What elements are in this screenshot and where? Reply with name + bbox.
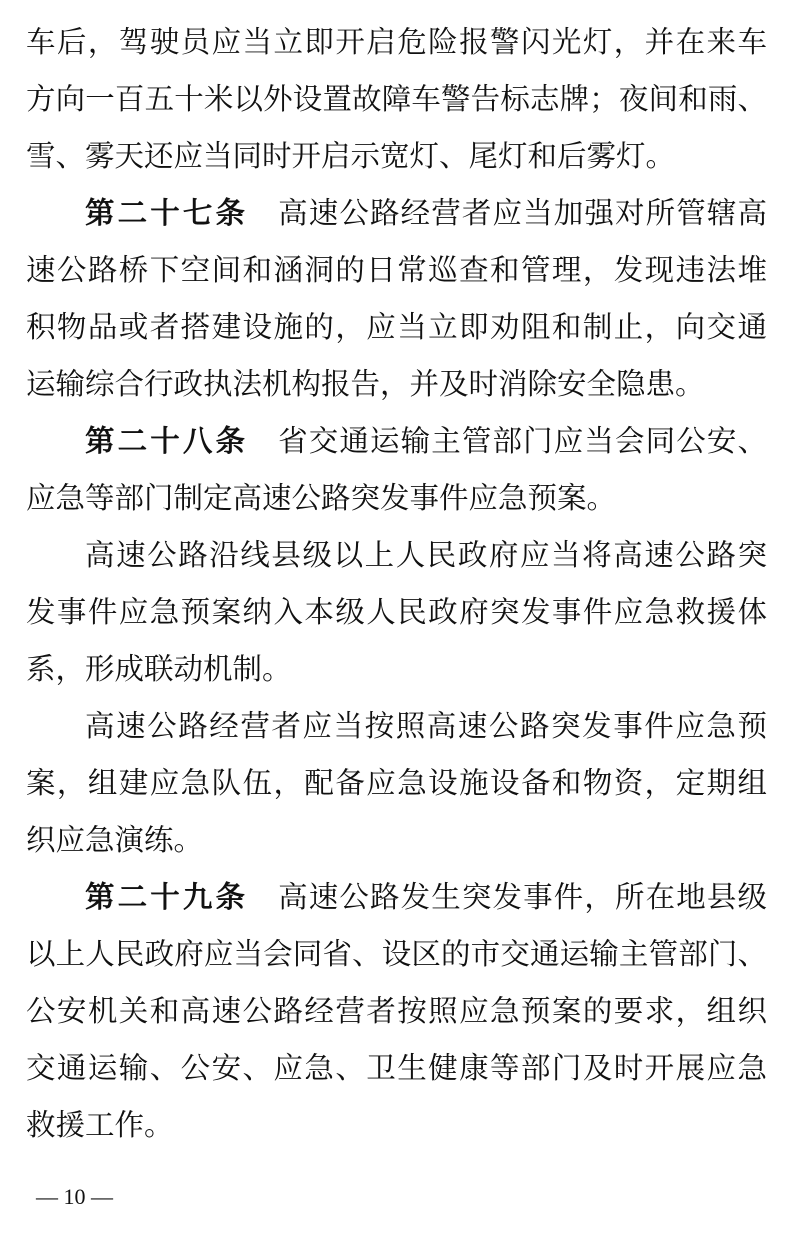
paragraph-first-line: 高速公路经营者应当按照高速公路突发事件应急预: [85, 709, 767, 743]
text-line: 交通运输、公安、应急、卫生健康等部门及时开展应急: [26, 1051, 767, 1085]
article-first-line: [85, 877, 767, 917]
text-line: 案，组建应急队伍，配备应急设施设备和物资，定期组: [26, 766, 767, 800]
text-line: 应急等部门制定高速公路突发事件应急预案。: [26, 481, 617, 515]
text-line: 车后，驾驶员应当立即开启危险报警闪光灯，并在来车: [26, 25, 767, 59]
text-line: 织应急演练。: [26, 823, 204, 857]
article-text: 高速公路发生突发事件，所在地县级: [278, 880, 767, 914]
text-line: 方向一百五十米以外设置故障车警告标志牌；夜间和雨、: [26, 82, 767, 116]
paragraph-first-line: 高速公路沿线县级以上人民政府应当将高速公路突: [85, 538, 767, 572]
text-line: 公安机关和高速公路经营者按照应急预案的要求，组织: [26, 994, 767, 1028]
text-line: 运输综合行政执法机构报告，并及时消除安全隐患。: [26, 367, 705, 401]
text-line: 积物品或者搭建设施的，应当立即劝阻和制止，向交通: [26, 310, 767, 344]
article-label: 第二十九条: [85, 880, 249, 914]
text-line: 雪、雾天还应当同时开启示宽灯、尾灯和后雾灯。: [26, 139, 676, 173]
article-first-line: [85, 193, 767, 233]
text-line: 发事件应急预案纳入本级人民政府突发事件应急救援体: [26, 595, 767, 629]
article-text: 高速公路经营者应当加强对所管辖高: [278, 196, 767, 230]
article-text: 省交通运输主管部门应当会同公安、: [278, 424, 767, 458]
text-line: 系，形成联动机制。: [26, 652, 292, 686]
article-label: 第二十八条: [85, 424, 249, 458]
article-first-line: [85, 421, 767, 461]
text-line: 救援工作。: [26, 1108, 174, 1142]
article-label: 第二十七条: [85, 196, 249, 230]
text-line: 以上人民政府应当会同省、设区的市交通运输主管部门、: [26, 937, 767, 971]
text-line: 速公路桥下空间和涵洞的日常巡查和管理，发现违法堆: [26, 253, 767, 287]
page-number: — 10 —: [36, 1184, 113, 1209]
